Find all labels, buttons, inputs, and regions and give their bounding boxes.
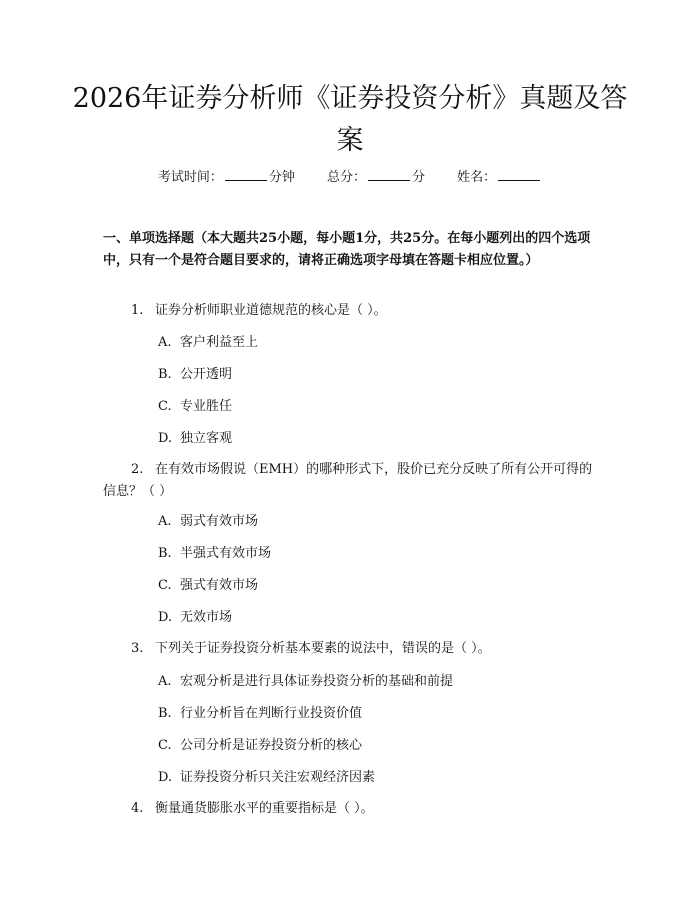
option-text: 行业分析旨在判断行业投资价值 [180, 706, 363, 721]
exam-name-label: 姓名： [457, 170, 497, 185]
exam-name [457, 168, 542, 188]
exam-title: 2026年证券分析师《证券投资分析》真题及答案 [72, 83, 628, 156]
option-text: 弱式有效市场 [180, 514, 259, 529]
exam-score-label: 总分： [326, 170, 366, 185]
option-1b [158, 365, 232, 385]
exam-meta [0, 168, 700, 188]
option-1d [158, 429, 232, 449]
question-number: 2. [131, 462, 144, 477]
option-letter: A. [158, 514, 172, 529]
exam-time [158, 168, 295, 188]
option-letter: A. [158, 335, 172, 350]
option-text: 证券投资分析只关注宏观经济因素 [180, 770, 376, 785]
option-3c [158, 736, 362, 756]
option-2c [158, 576, 258, 596]
option-letter: B. [158, 706, 172, 721]
question-number: 3. [131, 641, 144, 656]
option-letter: D. [158, 610, 173, 625]
question-3 [103, 638, 603, 660]
option-text: 专业胜任 [180, 399, 233, 414]
exam-name-blank [498, 168, 540, 181]
option-1c [158, 397, 232, 417]
option-text: 独立客观 [180, 431, 233, 446]
option-2b [158, 544, 271, 564]
option-text: 宏观分析是进行具体证券投资分析的基础和前提 [180, 674, 454, 689]
option-letter: D. [158, 431, 173, 446]
option-3d [158, 768, 375, 788]
option-letter: B. [158, 367, 172, 382]
option-text: 半强式有效市场 [180, 546, 272, 561]
option-letter: C. [158, 578, 172, 593]
exam-score [327, 168, 425, 188]
question-number: 4. [131, 801, 144, 816]
option-letter: B. [158, 546, 172, 561]
option-text: 公司分析是证券投资分析的核心 [180, 738, 363, 753]
option-letter: A. [158, 674, 172, 689]
option-letter: C. [158, 399, 172, 414]
exam-score-blank [368, 168, 410, 181]
option-letter: C. [158, 738, 172, 753]
question-number: 1. [131, 303, 144, 318]
question-text: 下列关于证券投资分析基本要素的说法中，错误的是（ ）。 [155, 641, 491, 656]
section-heading: 一、单项选择题（本大题共25小题，每小题1分，共25分。在每小题列出的四个选项中，只有一个是符合题目要求的，请将正确选项字母填在答题卡相应位置。） [103, 231, 591, 268]
question-2 [103, 459, 603, 503]
question-4 [103, 798, 603, 820]
question-text: 证券分析师职业道德规范的核心是（ ）。 [155, 303, 387, 318]
option-text: 无效市场 [180, 610, 233, 625]
option-2a [158, 512, 258, 532]
question-text: 在有效市场假说（EMH）的哪种形式下，股价已充分反映了所有公开可得的信息？（ ） [103, 462, 593, 499]
option-3b [158, 704, 362, 724]
exam-score-unit: 分 [412, 170, 426, 185]
option-text: 客户利益至上 [180, 335, 259, 350]
option-text: 公开透明 [180, 367, 233, 382]
question-text: 衡量通货膨胀水平的重要指标是（ ）。 [155, 801, 374, 816]
option-3a [158, 672, 453, 692]
question-1 [103, 300, 603, 322]
option-1a [158, 333, 258, 353]
exam-time-unit: 分钟 [268, 170, 295, 185]
option-letter: D. [158, 770, 173, 785]
option-text: 强式有效市场 [180, 578, 259, 593]
exam-time-blank [225, 168, 267, 181]
option-2d [158, 608, 232, 628]
exam-time-label: 考试时间： [157, 170, 223, 185]
